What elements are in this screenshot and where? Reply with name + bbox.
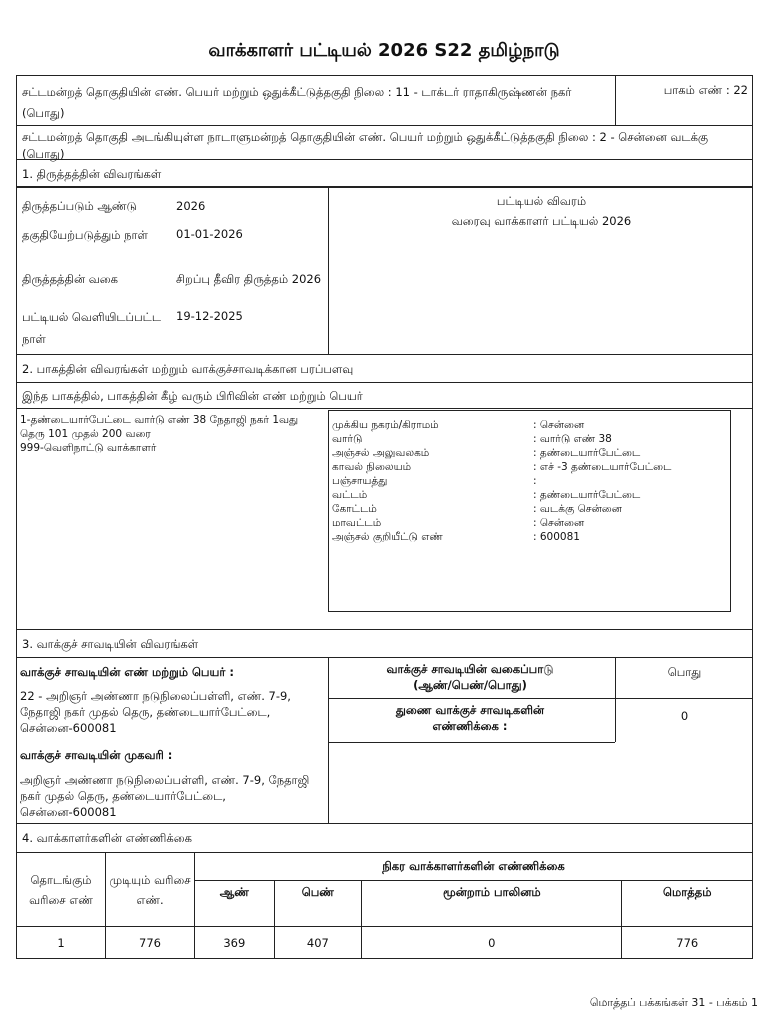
post-office-label: அஞ்சல் அலுவலகம்	[332, 447, 430, 459]
pincode-value: : 600081	[533, 531, 580, 543]
ward-label: வார்டு	[332, 433, 363, 445]
third-gender-header: மூன்றாம் பாலினம்	[362, 881, 622, 927]
taluk-value: : தண்டையார்பேட்டை	[533, 489, 641, 501]
end-serial-cell: 776	[106, 927, 195, 959]
list-details-heading: பட்டியல் விவரம்	[496, 194, 587, 208]
section4-heading: 4. வாக்காளர்களின் எண்ணிக்கை	[22, 831, 192, 845]
post-office-value: : தண்டையார்பேட்டை	[533, 447, 641, 459]
elector-count-table	[16, 852, 753, 959]
polling-address-value: அறிஞர் அண்ணா நடுநிலைப்பள்ளி, எண். 7-9, நேதாஜி நகர் முதல் தெரு, தண்டையார்பேட்டை, சென்னை-600081	[20, 773, 310, 819]
female-header: பெண்	[274, 881, 361, 927]
polling-station-label: வாக்குச் சாவடியின் எண் மற்றும் பெயர் :	[20, 665, 234, 679]
section3-heading: 3. வாக்குச் சாவடியின் விவரங்கள்	[22, 637, 199, 651]
male-header: ஆண்	[195, 881, 275, 927]
publication-date-label: பட்டியல் வெளியிடப்பட்ட நாள்	[22, 310, 161, 346]
police-station-value: : எச் -3 தண்டையார்பேட்டை	[533, 461, 672, 473]
panchayat-value: :	[533, 475, 537, 487]
police-station-label: காவல் நிலையம்	[332, 461, 412, 473]
qualifying-date-value: 01-01-2026	[176, 227, 243, 241]
main-town-value: : சென்னை	[533, 419, 585, 431]
end-serial-header: முடியும் வரிசை எண்.	[106, 853, 195, 927]
polling-station-value: 22 - அறிஞர் அண்ணா நடுநிலைப்பள்ளி, எண். 7-9, நேதாஜி நகர் முதல் தெரு, தண்டையார்பேட்டை, சென்னை-600081	[20, 689, 291, 735]
third-gender-count-cell: 0	[362, 927, 622, 959]
parliament-constituency: சட்டமன்றத் தொகுதி அடங்கியுள்ள நாடாளுமன்றத் தொகுதியின் எண். பெயர் மற்றும் ஒதுக்கீட்டுத்தகுதி நிலை : 2 - சென்னை வடக்கு (பொது)	[22, 130, 709, 161]
list-details-value: வரைவு வாக்காளர் பட்டியல் 2026	[451, 214, 632, 228]
district-label: மாவட்டம்	[332, 517, 382, 529]
female-count-cell: 407	[274, 927, 361, 959]
district-value: : சென்னை	[533, 517, 585, 529]
revision-type-label: திருத்தத்தின் வகை	[22, 272, 119, 286]
qualifying-date-label: தகுதியேற்படுத்தும் நாள்	[22, 228, 148, 242]
assembly-constituency: சட்டமன்றத் தொகுதியின் எண். பெயர் மற்றும் ஒதுக்கீட்டுத்தகுதி நிலை : 11 - டாக்டர் ராதாகிருஷ்ணன் நகர் (பொது)	[22, 85, 572, 120]
auxiliary-stations-value: 0	[680, 709, 689, 723]
area-line-2: 999-வெளிநாட்டு வாக்காளர்	[20, 442, 157, 454]
section1-heading: 1. திருத்தத்தின் விவரங்கள்	[22, 167, 162, 181]
publication-date-value: 19-12-2025	[176, 309, 243, 323]
total-count-cell: 776	[622, 927, 753, 959]
revision-type-value: சிறப்பு தீவிர திருத்தம் 2026	[176, 272, 322, 286]
start-serial-header: தொடங்கும் வரிசை எண்	[17, 853, 106, 927]
ward-value: : வார்டு எண் 38	[533, 433, 612, 445]
table-row	[17, 927, 753, 959]
main-town-label: முக்கிய நகரம்/கிராமம்	[332, 419, 439, 431]
male-count-cell: 369	[195, 927, 275, 959]
revision-year-label: திருத்தப்படும் ஆண்டு	[22, 199, 137, 213]
page-title: வாக்காளர் பட்டியல் 2026 S22 தமிழ்நாடு	[208, 40, 560, 61]
station-type-value: பொது	[667, 665, 702, 679]
area-line-1: 1-தண்டையார்பேட்டை வார்டு எண் 38 நேதாஜி நகர் 1வது தெரு 101 முதல் 200 வரை	[20, 414, 299, 440]
polling-address-label: வாக்குச் சாவடியின் முகவரி :	[20, 748, 173, 762]
division-value: : வடக்கு சென்னை	[533, 503, 622, 515]
panchayat-label: பஞ்சாயத்து	[332, 475, 388, 487]
net-electors-header: நிகர வாக்காளர்களின் எண்ணிக்கை	[195, 853, 753, 881]
pincode-label: அஞ்சல் குறியீட்டு எண்	[332, 531, 443, 543]
revision-year-value: 2026	[176, 199, 206, 213]
division-label: கோட்டம்	[332, 503, 377, 515]
part-number: பாகம் எண் : 22	[663, 83, 748, 97]
station-type-label: வாக்குச் சாவடியின் வகைப்பாடு (ஆண்/பெண்/பொது)	[386, 662, 554, 692]
auxiliary-stations-label: துணை வாக்குச் சாவடிகளின் எண்ணிக்கை :	[395, 703, 545, 733]
section2-subheading: இந்த பாகத்தில், பாகத்தின் கீழ் வரும் பிரிவின் எண் மற்றும் பெயர்	[22, 389, 363, 403]
taluk-label: வட்டம்	[332, 489, 368, 501]
total-header: மொத்தம்	[622, 881, 753, 927]
page-indicator: மொத்தப் பக்கங்கள் 31 - பக்கம் 1	[589, 996, 758, 1009]
section2-heading: 2. பாகத்தின் விவரங்கள் மற்றும் வாக்குச்சாவடிக்கான பரப்பளவு	[22, 362, 354, 376]
start-serial-cell: 1	[17, 927, 106, 959]
